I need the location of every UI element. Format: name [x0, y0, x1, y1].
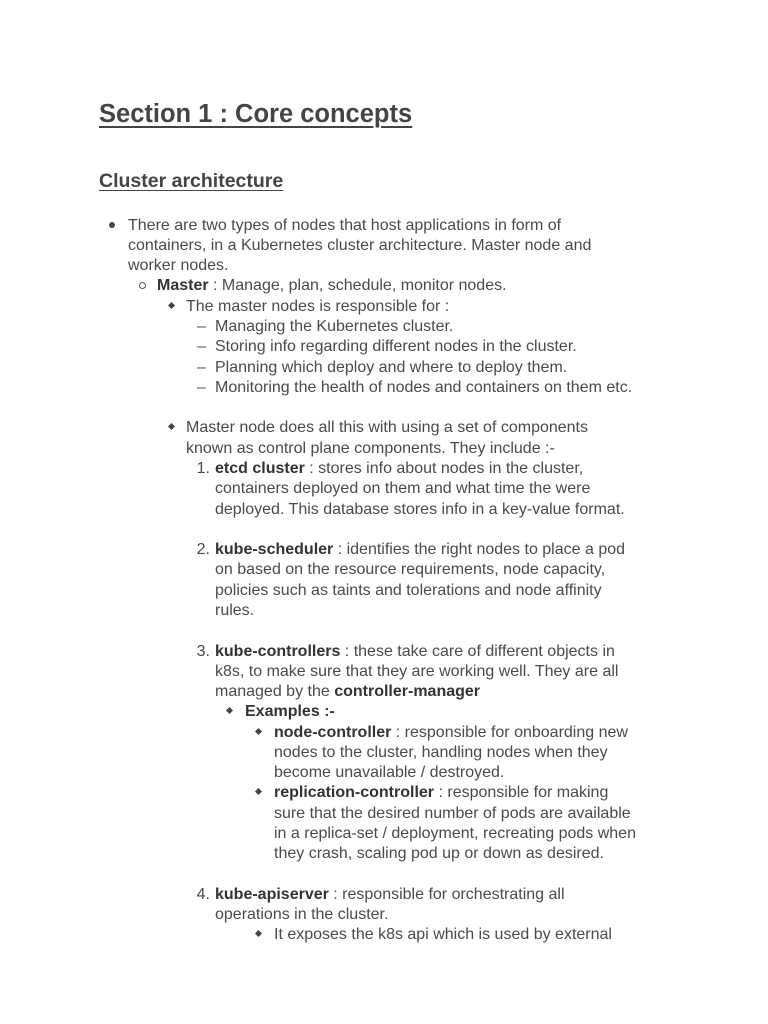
- component-text: containers deployed on them and what time the were: [215, 480, 591, 497]
- dash-icon: –: [197, 318, 206, 335]
- dash-icon: –: [197, 359, 206, 376]
- components-heading: Master node does all this with using a set of components: [186, 419, 588, 436]
- component-text: : responsible for orchestrating all: [328, 886, 565, 903]
- list-item: worker nodes.: [128, 257, 229, 274]
- example-text: : responsible for onboarding new: [391, 724, 628, 741]
- component-text: deployed. This database stores info in a key-value format.: [215, 501, 625, 518]
- component-name: etcd cluster: [215, 460, 305, 477]
- bullet-diamond-icon: [168, 302, 175, 309]
- bullet-diamond-icon: [226, 707, 233, 714]
- bullet-disc-icon: [109, 222, 115, 228]
- component-item: [215, 642, 615, 662]
- example-text: in a replica-set / deployment, recreating pods when: [274, 825, 636, 842]
- dash-icon: –: [197, 379, 206, 396]
- list-item: containers, in a Kubernetes cluster architecture. Master node and: [128, 237, 592, 254]
- example-text: nodes to the cluster, handling nodes when they: [274, 744, 608, 761]
- component-text: on based on the resource requirements, node capacity,: [215, 561, 606, 578]
- section-heading: Cluster architecture: [99, 170, 284, 192]
- page-title: Section 1 : Core concepts: [99, 100, 413, 128]
- example-text: become unavailable / destroyed.: [274, 764, 505, 781]
- component-text: rules.: [215, 602, 255, 619]
- component-item: [215, 540, 625, 560]
- responsibility-item: Storing info regarding different nodes in the cluster.: [215, 338, 577, 355]
- master-item: [157, 276, 507, 296]
- example-text: sure that the desired number of pods are available: [274, 805, 631, 822]
- component-text: : stores info about nodes in the cluster,: [304, 460, 584, 477]
- example-name: node-controller: [274, 724, 392, 741]
- examples-label: [245, 702, 335, 722]
- responsibility-item: Monitoring the health of nodes and containers on them etc.: [215, 379, 633, 396]
- apiserver-sub-item: It exposes the k8s api which is used by external: [274, 926, 612, 943]
- responsibility-item: Managing the Kubernetes cluster.: [215, 318, 454, 335]
- component-text: k8s, to make sure that they are working well. They are all: [215, 663, 619, 680]
- responsibility-item: Planning which deploy and where to deploy them.: [215, 359, 568, 376]
- controller-manager-label: controller-manager: [334, 683, 481, 700]
- dash-icon: –: [197, 338, 206, 355]
- bullet-diamond-icon: [255, 788, 262, 795]
- example-text: they crash, scaling pod up or down as desired.: [274, 845, 604, 862]
- example-text: : responsible for making: [434, 784, 609, 801]
- component-item: [215, 459, 583, 479]
- component-text: : identifies the right nodes to place a pod: [333, 541, 626, 558]
- bullet-diamond-icon: [255, 930, 262, 937]
- component-text: operations in the cluster.: [215, 906, 389, 923]
- component-text-with-bold: [215, 682, 480, 702]
- example-item: [274, 723, 628, 743]
- example-item: [274, 783, 608, 803]
- component-text: managed by the: [215, 683, 335, 700]
- examples-label-text: Examples :-: [245, 703, 335, 720]
- list-number: 3.: [196, 643, 210, 660]
- components-heading: known as control plane components. They include :-: [186, 440, 555, 457]
- list-item: There are two types of nodes that host applications in form of: [128, 217, 562, 234]
- component-item: [215, 885, 565, 905]
- bullet-diamond-icon: [255, 728, 262, 735]
- list-number: 4.: [196, 886, 210, 903]
- component-text: : these take care of different objects in: [340, 643, 615, 660]
- example-name: replication-controller: [274, 784, 435, 801]
- component-name: kube-scheduler: [215, 541, 334, 558]
- list-number: 1.: [196, 460, 210, 477]
- bullet-circle-icon: [139, 282, 146, 289]
- bullet-diamond-icon: [168, 423, 175, 430]
- component-name: kube-controllers: [215, 643, 341, 660]
- component-text: policies such as taints and tolerations and node affinity: [215, 582, 602, 599]
- master-text: : Manage, plan, schedule, monitor nodes.: [208, 277, 507, 294]
- master-label: Master: [157, 277, 209, 294]
- component-name: kube-apiserver: [215, 886, 329, 903]
- list-number: 2.: [196, 541, 210, 558]
- responsible-heading: The master nodes is responsible for :: [186, 298, 450, 315]
